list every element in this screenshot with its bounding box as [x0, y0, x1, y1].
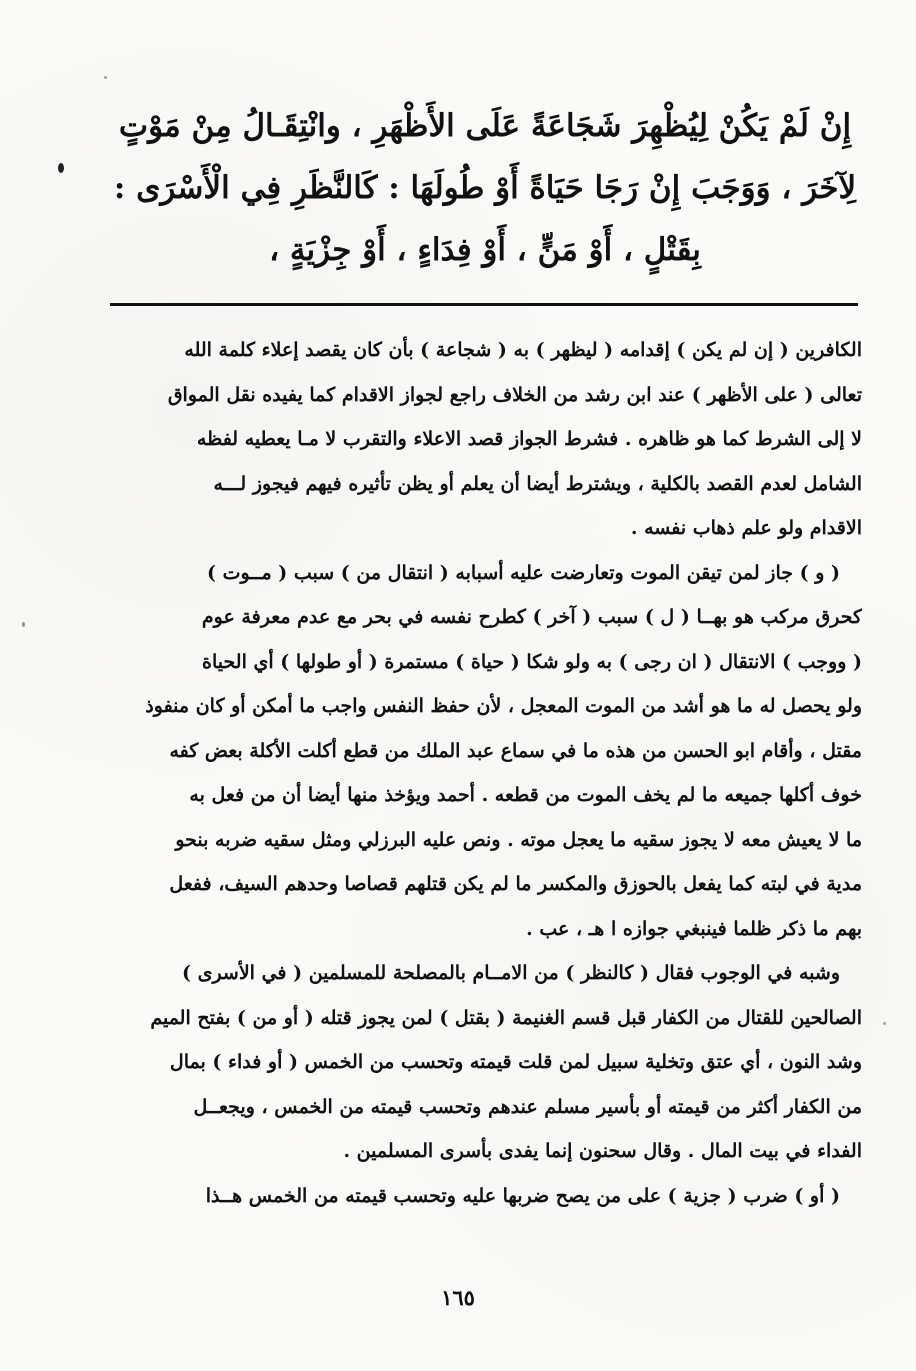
- ink-speck: [104, 76, 107, 79]
- commentary-line: ( أو ) ضرب ( جزية ) على من يصح ضربها عليه وتحسب قيمته من الخمس هــذا: [205, 1184, 840, 1207]
- commentary-line: تعالى ( على الأظهر ) عند ابن رشد من الخلاف راجع لجواز الاقدام كما يفيده نقل المواق: [167, 383, 862, 406]
- ink-speck: [22, 622, 25, 627]
- commentary-line: مدية في لبته كما يفعل بالحوزق والمكسر ما لم يكن قتلهم قصاصا وحدهم السيف، ففعل: [169, 873, 862, 895]
- commentary-line: ( ووجب ) الانتقال ( ان رجى ) به ولو شكا ( حياة ) مستمرة ( أو طولها ) أي الحياة: [202, 650, 862, 673]
- separator-rule: [110, 303, 858, 306]
- commentary-line: الكافرين ( إن لم يكن ) إقدامه ( ليظهر ) به ( شجاعة ) بأن كان يقصد إعلاء كلمة الله: [184, 339, 862, 361]
- ink-speck: [883, 1022, 886, 1025]
- commentary-line: خوف أكلها جميعه ما لم يخف الموت من قطعه . أحمد ويؤخذ منها أيضا أن من فعل به: [189, 784, 862, 806]
- commentary-block: [110, 328, 862, 1218]
- ink-speck: [58, 163, 64, 173]
- commentary-line: من الكفار أكثر من قيمته أو بأسير مسلم عندهم وتحسب قيمته من الخمس ، ويجعــل: [193, 1095, 862, 1118]
- page-number: ١٦٥: [441, 1285, 475, 1310]
- main-text-block: [100, 95, 870, 281]
- main-text-line: بِقَتْلٍ ، أَوْ مَنٍّ ، أَوْ فِدَاءٍ ، أَوْ جِزْيَةٍ ،: [269, 232, 701, 268]
- commentary-line: الشامل لعدم القصد بالكلية ، ويشترط أيضا أن يعلم أو يظن تأثيره فيهم فيجوز لـــه: [213, 472, 862, 495]
- commentary-line: ما لا يعيش معه لا يجوز سقيه ما يعجل موته . ونص عليه البرزلي ومثل سقيه ضربه بنحو: [175, 828, 862, 851]
- commentary-line: وشد النون ، أي عتق وتخلية سبيل لمن قلت قيمته وتحسب من الخمس ( أو فداء ) بمال: [169, 1051, 862, 1073]
- commentary-line: كحرق مركب هو بهــا ( ل ) سبب ( آخر ) كطرح نفسه في بحر مع عدم معرفة عوم: [201, 606, 862, 628]
- main-text-line: إِنْ لَمْ يَكُنْ لِيُظْهِرَ شَجَاعَةً عَلَى الأَظْهَرِ ، وانْتِقَـالُ مِنْ مَوْتٍ: [118, 108, 852, 144]
- main-text-line: لِآخَرَ ، وَوَجَبَ إِنْ رَجَا حَيَاةً أَوْ طُولَهَا : كَالنَّظَرِ فِي الْأَسْرَى :: [113, 170, 857, 206]
- commentary-line: بهم ما ذكر ظلما فينبغي جوازه ا هـ ، عب .: [526, 917, 862, 940]
- commentary-line: مقتل ، وأقام ابو الحسن من هذه ما في سماع عبد الملك من قطع أكلت الأكلة بعض كفه: [169, 739, 862, 762]
- commentary-line: الصالحين للقتال من الكفار قبل قسم الغنيمة ( بقتل ) لمن يجوز قتله ( أو من ) بفتح الميم: [150, 1006, 862, 1029]
- commentary-line: الفداء في بيت المال . وقال سحنون إنما يفدى بأسرى المسلمين .: [343, 1140, 862, 1162]
- commentary-line: ولو يحصل له ما هو أشد من الموت المعجل ، لأن حفظ النفس واجب ما أمكن أو كان منفوذ: [145, 695, 862, 717]
- commentary-line: وشبه في الوجوب فقال ( كالنظر ) من الامــام بالمصلحة للمسلمين ( في الأسرى ): [181, 962, 840, 984]
- commentary-line: لا إلى الشرط كما هو ظاهره . فشرط الجواز قصد الاعلاء والتقرب لا مـا يعطيه لفظه: [196, 428, 862, 450]
- commentary-line: الاقدام ولو علم ذهاب نفسه .: [630, 517, 862, 539]
- commentary-line: ( و ) جاز لمن تيقن الموت وتعارضت عليه أسبابه ( انتقال من ) سبب ( مــوت ): [207, 561, 840, 584]
